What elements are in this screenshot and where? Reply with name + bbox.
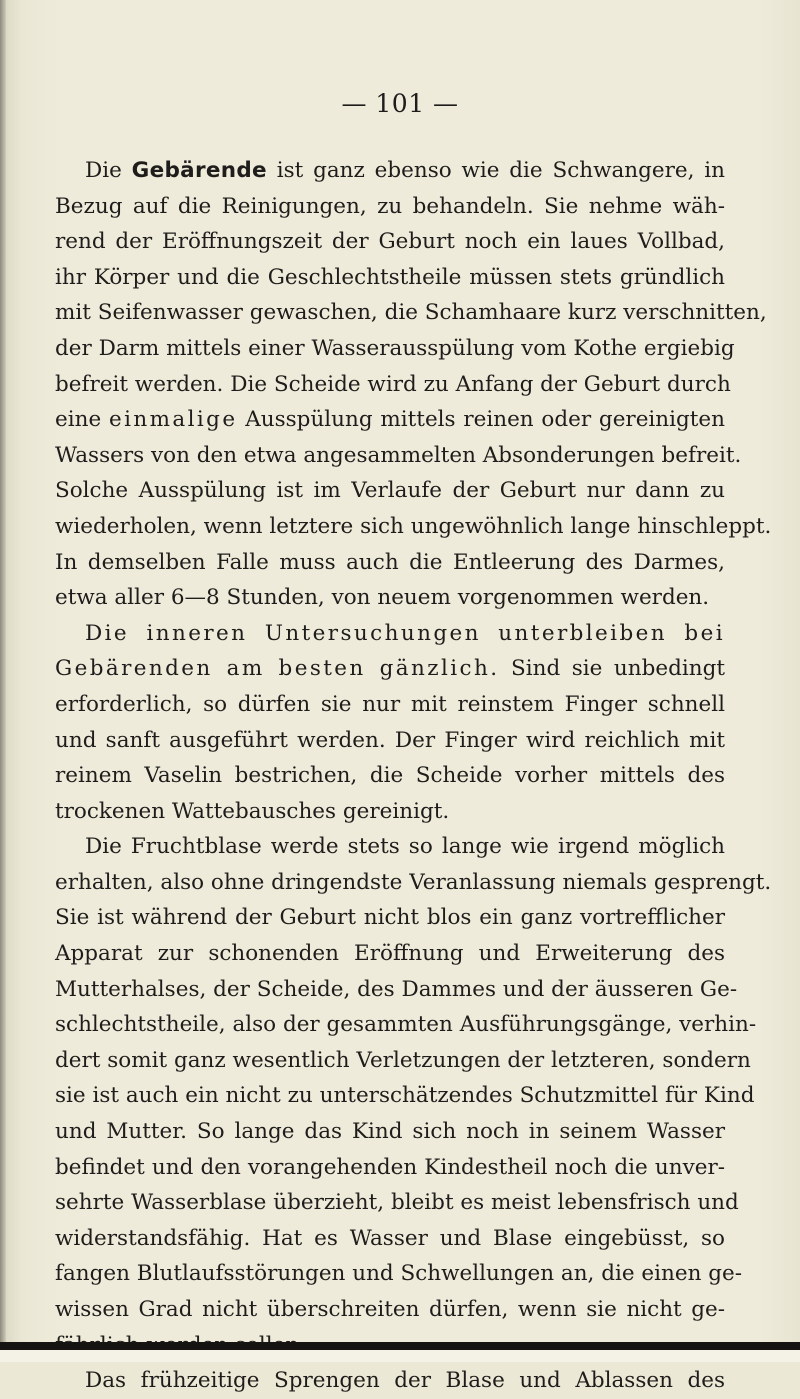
- text-run: Sind sie unbedingt: [499, 656, 725, 682]
- text-run: ist ganz ebenso wie die Schwangere, in: [266, 158, 725, 183]
- text-line: dert somit ganz wesentlich Verletzungen der letzteren, sondern: [55, 1047, 751, 1073]
- text-line: befreit werden. Die Scheide wird zu Anfang der Geburt durch: [55, 371, 731, 397]
- text-line: Mutterhalses, der Scheide, des Dammes und der äusseren Ge-: [55, 976, 738, 1002]
- text-line: Wassers von den etwa angesammelten Absonderungen befreit.: [55, 442, 742, 468]
- text-line: Apparat zur schonenden Eröffnung und Erweiterung des: [55, 941, 725, 967]
- text-line: Sie ist während der Geburt nicht blos ein ganz vortrefflicher: [55, 905, 725, 931]
- text-line: erforderlich, so dürfen sie nur mit reinstem Finger schnell: [55, 691, 725, 717]
- text-line: befindet und den vorangehenden Kindestheil noch die unver-: [55, 1154, 725, 1180]
- text-line: und sanft ausgeführt werden. Der Finger wird reichlich mit: [55, 727, 725, 753]
- text-line: In demselben Falle muss auch die Entleerung des Darmes,: [55, 549, 725, 575]
- text-line: und Mutter. So lange das Kind sich noch in seinem Wasser: [55, 1119, 725, 1145]
- text-line: rend der Eröffnungszeit der Geburt noch ein laues Vollbad,: [55, 229, 725, 255]
- text-line: wiederholen, wenn letztere sich ungewöhnlich lange hinschleppt.: [55, 513, 772, 539]
- text-line: Die inneren Untersuchungen unterbleiben bei: [85, 620, 725, 646]
- page-bottom-margin: [0, 1350, 800, 1362]
- text-run: Die: [85, 158, 132, 183]
- text-line: fangen Blutlaufsstörungen und Schwellungen an, die einen ge-: [55, 1261, 743, 1287]
- text-line: der Darm mittels einer Wasserausspülung vom Kothe ergiebig: [55, 335, 735, 361]
- text-line: [55, 651, 725, 687]
- text-line: Das frühzeitige Sprengen der Blase und Ablassen des: [85, 1368, 725, 1394]
- text-line: schlechtstheile, also der gesammten Ausführungsgänge, verhin-: [55, 1012, 757, 1038]
- spaced-word: einmalige: [108, 407, 238, 433]
- body-text: [55, 153, 772, 1399]
- text-line: [55, 153, 725, 189]
- page-bottom-rule: [0, 1342, 800, 1350]
- text-line: etwa aller 6—8 Stunden, von neuem vorgenommen werden.: [55, 585, 710, 611]
- text-line: erhalten, also ohne dringendste Veranlassung niemals gesprengt.: [55, 869, 772, 895]
- text-line: widerstandsfähig. Hat es Wasser und Blase eingebüsst, so: [55, 1225, 725, 1251]
- text-line: Solche Ausspülung ist im Verlaufe der Geburt nur dann zu: [55, 478, 725, 504]
- spaced-phrase: Gebärenden am besten gänzlich.: [55, 656, 500, 682]
- text-line: ihr Körper und die Geschlechtstheile müssen stets gründlich: [55, 264, 725, 290]
- text-line: sehrte Wasserblase überzieht, bleibt es meist lebensfrisch und: [55, 1190, 739, 1216]
- text-line: wissen Grad nicht überschreiten dürfen, wenn sie nicht ge-: [55, 1297, 725, 1322]
- text-line: reinem Vaselin bestrichen, die Scheide vorher mittels des: [55, 763, 725, 789]
- text-line: [55, 402, 725, 438]
- emphasized-word: Gebärende: [131, 158, 267, 183]
- text-line: mit Seifenwasser gewaschen, die Schamhaare kurz verschnitten,: [55, 300, 767, 326]
- text-run: eine: [55, 407, 109, 433]
- text-line: Bezug auf die Reinigungen, zu behandeln. Sie nehme wäh-: [55, 193, 725, 219]
- text-line: Die Fruchtblase werde stets so lange wie irgend möglich: [85, 834, 725, 860]
- page-number: — 101 —: [341, 89, 459, 118]
- text-line: trockenen Wattebausches gereinigt.: [55, 798, 450, 824]
- text-run: Ausspülung mittels reinen oder gereinigten: [237, 407, 725, 433]
- page-left-edge: [0, 0, 6, 1362]
- text-line: sie ist auch ein nicht zu unterschätzendes Schutzmittel für Kind: [55, 1083, 755, 1109]
